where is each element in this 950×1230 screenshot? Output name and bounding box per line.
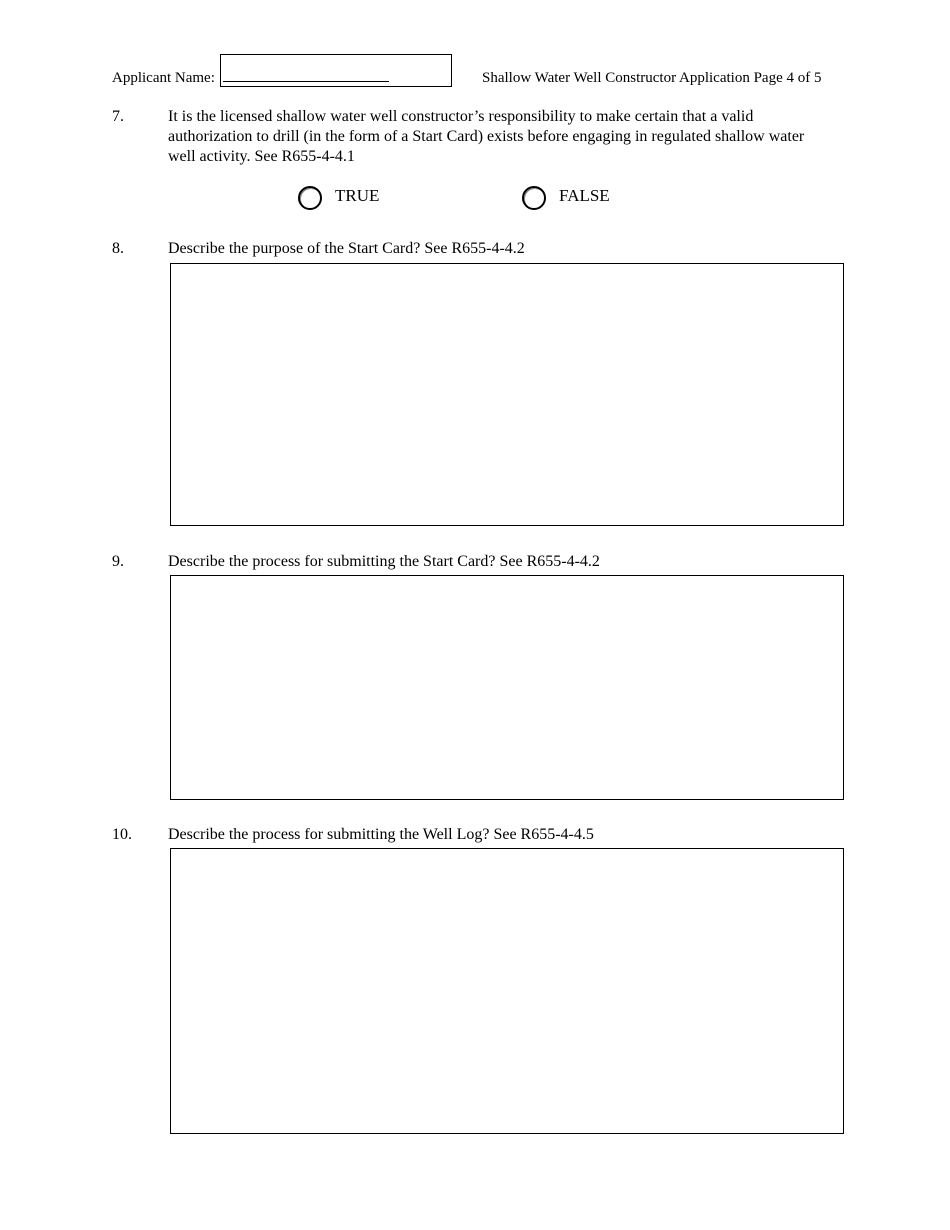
false-radio-button[interactable] (522, 186, 546, 210)
question-10-answer-box[interactable] (170, 848, 844, 1134)
question-9-answer-box[interactable] (170, 575, 844, 800)
question-7-number: 7. (112, 108, 124, 125)
true-radio-button[interactable] (298, 186, 322, 210)
applicant-name-underline (223, 81, 389, 82)
applicant-name-label: Applicant Name: (112, 70, 215, 86)
question-9-number: 9. (112, 553, 124, 570)
question-7-text: It is the licensed shallow water well constructor’s responsibility to make certain that a valid authorization to drill (in the form of a Start Card) exists before engaging in regulated shallow water well activity. See R655-4-4.1 (168, 108, 805, 165)
question-10-text: Describe the process for submitting the Well Log? See R655-4-4.5 (168, 826, 594, 843)
false-option-label: FALSE (559, 186, 610, 205)
question-8-number: 8. (112, 240, 124, 257)
question-8-text: Describe the purpose of the Start Card? See R655-4-4.2 (168, 240, 525, 257)
question-10-number: 10. (112, 826, 132, 843)
question-9-text: Describe the process for submitting the Start Card? See R655-4-4.2 (168, 553, 600, 570)
question-8-answer-box[interactable] (170, 263, 844, 526)
page-header: Shallow Water Well Constructor Application Page 4 of 5 (482, 70, 822, 86)
applicant-name-field[interactable] (220, 54, 452, 87)
true-option-label: TRUE (335, 186, 380, 205)
